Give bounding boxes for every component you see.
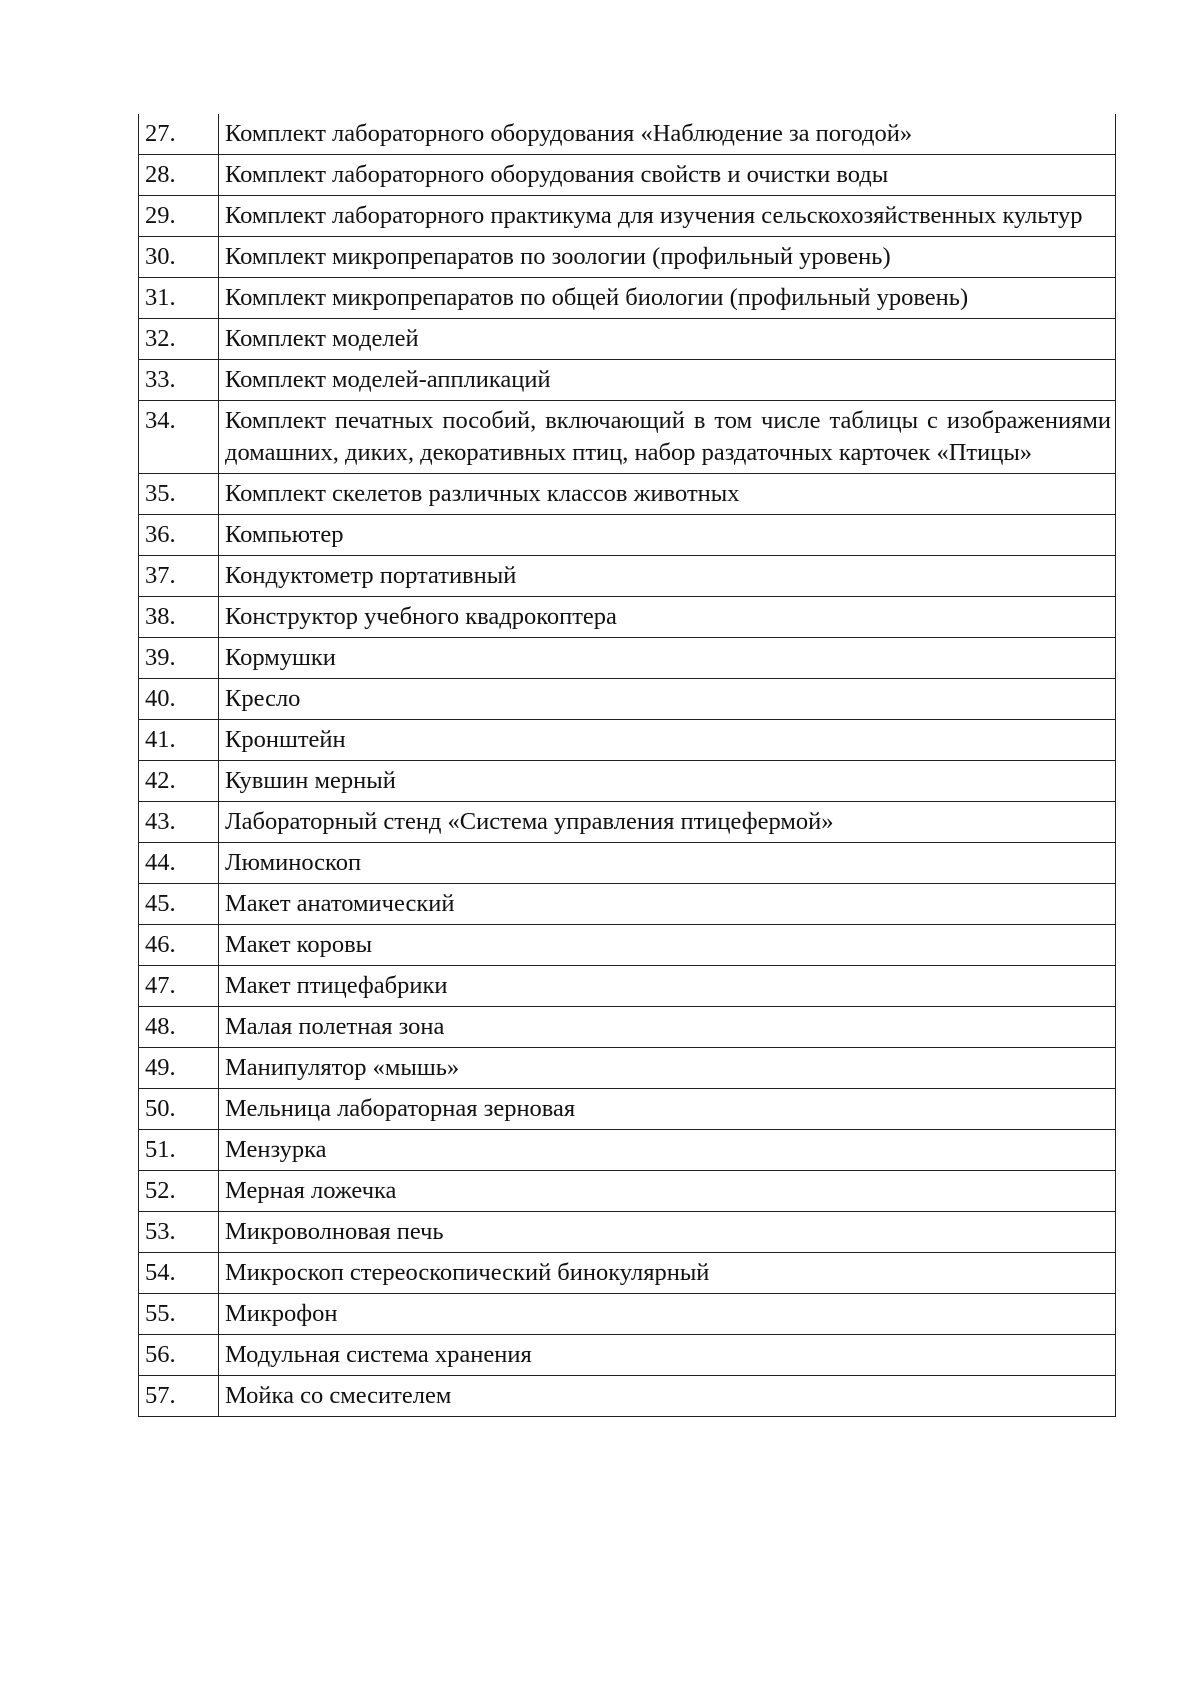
item-name: Кормушки <box>219 638 1116 679</box>
table-row <box>139 1335 1116 1376</box>
row-number: 50. <box>139 1089 219 1130</box>
item-name: Мензурка <box>219 1130 1116 1171</box>
table-row <box>139 360 1116 401</box>
row-number: 46. <box>139 925 219 966</box>
row-number: 27. <box>139 114 219 155</box>
item-name: Малая полетная зона <box>219 1007 1116 1048</box>
table-row <box>139 925 1116 966</box>
item-name: Мерная ложечка <box>219 1171 1116 1212</box>
item-name: Лабораторный стенд «Система управления птицефермой» <box>219 802 1116 843</box>
row-number: 32. <box>139 319 219 360</box>
table-row <box>139 1253 1116 1294</box>
table-row <box>139 1048 1116 1089</box>
table-row <box>139 155 1116 196</box>
item-name: Комплект микропрепаратов по общей биологии (профильный уровень) <box>219 278 1116 319</box>
item-name: Манипулятор «мышь» <box>219 1048 1116 1089</box>
item-name: Микрофон <box>219 1294 1116 1335</box>
item-name: Кувшин мерный <box>219 761 1116 802</box>
table-row <box>139 474 1116 515</box>
table-row <box>139 196 1116 237</box>
row-number: 34. <box>139 401 219 474</box>
table-row <box>139 237 1116 278</box>
table-row <box>139 1007 1116 1048</box>
table-row <box>139 597 1116 638</box>
item-name: Комплект лабораторного оборудования «Наблюдение за погодой» <box>219 114 1116 155</box>
item-name: Микроскоп стереоскопический бинокулярный <box>219 1253 1116 1294</box>
item-name: Комплект моделей-аппликаций <box>219 360 1116 401</box>
row-number: 35. <box>139 474 219 515</box>
row-number: 56. <box>139 1335 219 1376</box>
item-name: Комплект печатных пособий, включающий в том числе таблицы с изображениями домашних, диких, декоративных птиц, набор раздаточных карточек «Птицы» <box>219 401 1116 474</box>
table-row <box>139 515 1116 556</box>
row-number: 48. <box>139 1007 219 1048</box>
row-number: 51. <box>139 1130 219 1171</box>
item-name: Комплект лабораторного практикума для изучения сельскохозяйственных культур <box>219 196 1116 237</box>
row-number: 38. <box>139 597 219 638</box>
row-number: 29. <box>139 196 219 237</box>
row-number: 31. <box>139 278 219 319</box>
item-name: Комплект скелетов различных классов животных <box>219 474 1116 515</box>
item-name: Мойка со смесителем <box>219 1376 1116 1417</box>
row-number: 40. <box>139 679 219 720</box>
row-number: 57. <box>139 1376 219 1417</box>
table-row <box>139 638 1116 679</box>
row-number: 52. <box>139 1171 219 1212</box>
row-number: 55. <box>139 1294 219 1335</box>
item-name: Комплект микропрепаратов по зоологии (профильный уровень) <box>219 237 1116 278</box>
row-number: 28. <box>139 155 219 196</box>
item-name: Макет коровы <box>219 925 1116 966</box>
table-row <box>139 1130 1116 1171</box>
item-name: Макет птицефабрики <box>219 966 1116 1007</box>
row-number: 33. <box>139 360 219 401</box>
table-row <box>139 802 1116 843</box>
table-row <box>139 843 1116 884</box>
table-row <box>139 884 1116 925</box>
table-row <box>139 1171 1116 1212</box>
row-number: 41. <box>139 720 219 761</box>
item-name: Кресло <box>219 679 1116 720</box>
table-row <box>139 720 1116 761</box>
equipment-table <box>138 114 1116 1417</box>
item-name: Мельница лабораторная зерновая <box>219 1089 1116 1130</box>
table-row <box>139 556 1116 597</box>
row-number: 37. <box>139 556 219 597</box>
equipment-table-body <box>139 114 1116 1417</box>
table-row <box>139 1212 1116 1253</box>
row-number: 43. <box>139 802 219 843</box>
item-name: Конструктор учебного квадрокоптера <box>219 597 1116 638</box>
row-number: 42. <box>139 761 219 802</box>
item-name: Комплект лабораторного оборудования свойств и очистки воды <box>219 155 1116 196</box>
table-row <box>139 401 1116 474</box>
row-number: 45. <box>139 884 219 925</box>
table-row <box>139 1294 1116 1335</box>
table-row <box>139 1089 1116 1130</box>
item-name: Макет анатомический <box>219 884 1116 925</box>
row-number: 47. <box>139 966 219 1007</box>
row-number: 53. <box>139 1212 219 1253</box>
table-row <box>139 966 1116 1007</box>
item-name: Кондуктометр портативный <box>219 556 1116 597</box>
table-row <box>139 319 1116 360</box>
item-name: Кронштейн <box>219 720 1116 761</box>
row-number: 36. <box>139 515 219 556</box>
item-name: Микроволновая печь <box>219 1212 1116 1253</box>
row-number: 44. <box>139 843 219 884</box>
item-name: Модульная система хранения <box>219 1335 1116 1376</box>
row-number: 54. <box>139 1253 219 1294</box>
row-number: 39. <box>139 638 219 679</box>
table-row <box>139 114 1116 155</box>
table-row <box>139 1376 1116 1417</box>
item-name: Компьютер <box>219 515 1116 556</box>
row-number: 49. <box>139 1048 219 1089</box>
row-number: 30. <box>139 237 219 278</box>
table-row <box>139 278 1116 319</box>
item-name: Люминоскоп <box>219 843 1116 884</box>
table-row <box>139 679 1116 720</box>
item-name: Комплект моделей <box>219 319 1116 360</box>
table-row <box>139 761 1116 802</box>
